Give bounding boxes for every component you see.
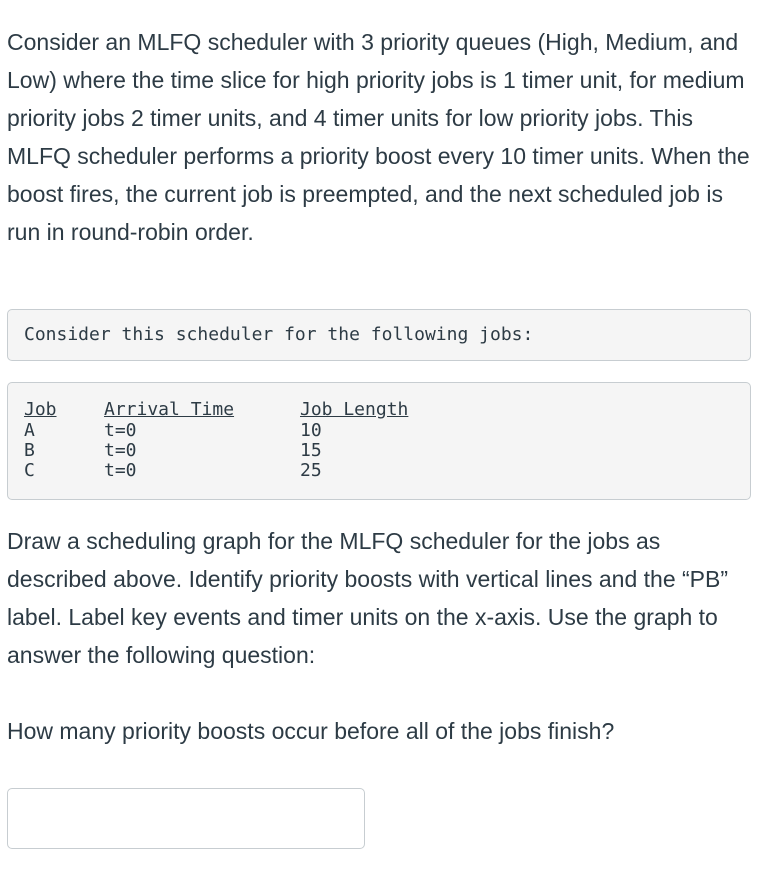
code-line: Consider this scheduler for the following jobs: [24, 324, 534, 345]
cell-job: A [24, 420, 35, 441]
table-row [24, 461, 460, 481]
cell-job: B [24, 440, 35, 461]
cell-job-length: 10 [300, 420, 322, 441]
table-row [24, 421, 460, 441]
cell-arrival-time: t=0 [104, 440, 137, 461]
table-row [24, 441, 460, 461]
column-header-arrival-time: Arrival Time [104, 399, 235, 420]
table-header-row [24, 399, 460, 421]
cell-job-length: 15 [300, 440, 322, 461]
cell-arrival-time: t=0 [104, 460, 137, 481]
code-block-job-table [7, 382, 751, 500]
job-table [24, 399, 460, 481]
column-header-job: Job [24, 399, 57, 420]
cell-arrival-time: t=0 [104, 420, 137, 441]
intro-paragraph: Consider an MLFQ scheduler with 3 priority queues (High, Medium, and Low) where the time slice for high priority jobs is 1 timer unit, for medium priority jobs 2 timer units, and 4 timer units for low priority jobs. This MLFQ scheduler performs a priority boost every 10 timer units. When the boost fires, the current job is preempted, and the next scheduled job is run in round-robin order. [7, 29, 750, 245]
code-block-intro [7, 309, 751, 361]
cell-job: C [24, 460, 35, 481]
answer-input[interactable] [7, 788, 365, 849]
instructions-paragraph: Draw a scheduling graph for the MLFQ scheduler for the jobs as described above. Identify priority boosts with vertical lines and the “PB” label. Label key events and timer units on the x-axis. Use the graph to answer the following question: [7, 528, 729, 668]
cell-job-length: 25 [300, 460, 322, 481]
question-text: How many priority boosts occur before all of the jobs finish? [7, 718, 615, 744]
column-header-job-length: Job Length [300, 399, 409, 420]
